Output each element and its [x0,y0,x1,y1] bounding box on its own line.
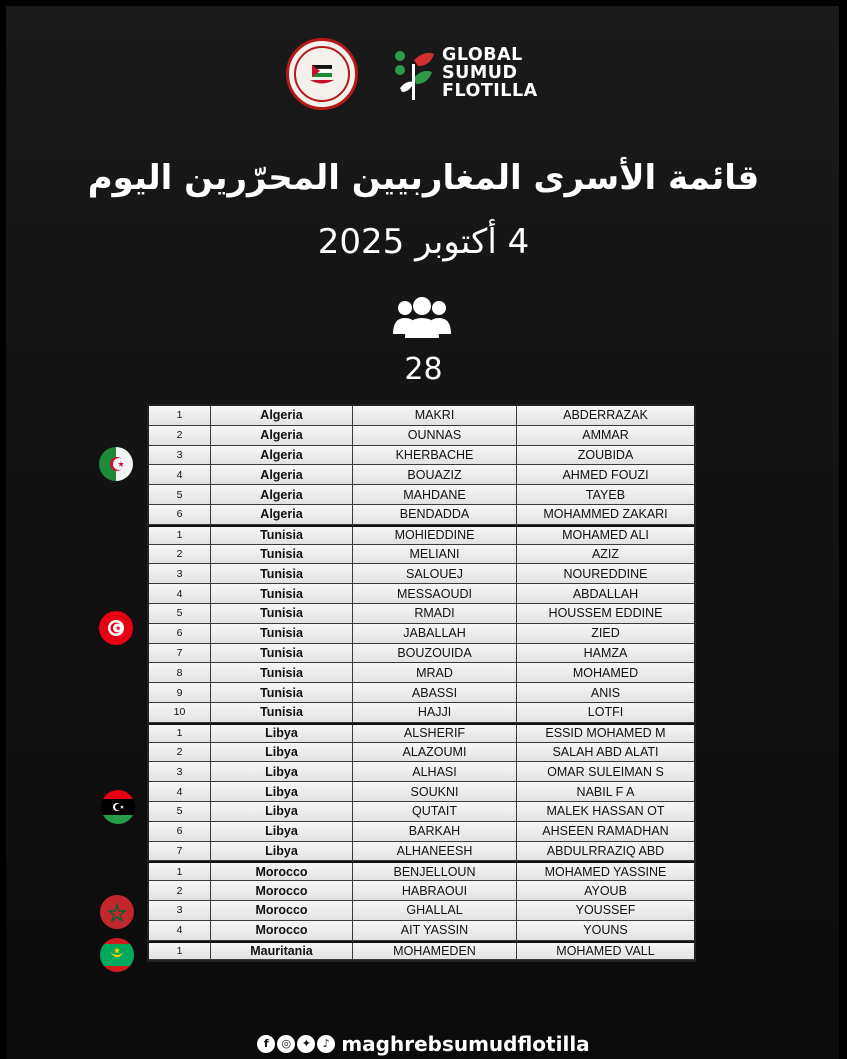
row-last-name: MELIANI [353,545,517,564]
row-country: Algeria [211,406,353,425]
row-first-name: MOHAMED VALL [556,943,655,958]
row-last-name: HAJJI [353,703,517,722]
brand-line-1: GLOBAL [442,45,523,65]
row-country: Tunisia [211,584,353,603]
row-number: 4 [149,782,211,801]
row-country: Libya [211,802,353,821]
brand-line-3: FLOTILLA [442,81,538,101]
table-row [149,703,694,723]
row-number: 4 [149,465,211,484]
row-number: 10 [149,703,211,722]
row-country: Algeria [211,505,353,524]
row-first-name: AHSEEN RAMADHAN [542,824,669,839]
row-country: Libya [211,743,353,762]
row-last-name: MESSAOUDI [353,584,517,603]
row-first-name: ABDALLAH [572,586,639,601]
table-row [149,941,694,961]
row-last-name: MOHIEDDINE [353,527,517,544]
row-number: 4 [149,584,211,603]
row-country: Tunisia [211,703,353,722]
row-number: 9 [149,683,211,702]
row-number: 5 [149,604,211,623]
table-row [149,861,694,881]
row-last-name: BARKAH [353,822,517,841]
row-country: Mauritania [211,943,353,960]
table-row [149,802,694,822]
row-last-name: ALHASI [353,762,517,781]
row-last-name: MRAD [353,663,517,682]
row-country: Libya [211,762,353,781]
row-country: Algeria [211,485,353,504]
row-last-name: RMADI [353,604,517,623]
brand-line-2: SUMUD [442,63,518,83]
row-last-name: GHALLAL [353,901,517,920]
row-number: 8 [149,663,211,682]
row-number: 4 [149,921,211,940]
row-number: 3 [149,564,211,583]
row-country: Morocco [211,863,353,880]
table-row [149,901,694,921]
row-country: Libya [211,822,353,841]
row-last-name: BENDADDA [353,505,517,524]
people-group-icon [391,296,453,340]
row-first-name: ZIED [591,626,620,641]
row-number: 7 [149,842,211,861]
row-country: Libya [211,782,353,801]
row-first-name: OMAR SULEIMAN S [547,764,664,779]
row-last-name: OUNNAS [353,426,517,445]
flotilla-leaf-icon [392,48,438,104]
table-row [149,426,694,446]
row-last-name: ALAZOUMI [353,743,517,762]
row-number: 2 [149,426,211,445]
row-country: Morocco [211,921,353,940]
row-country: Tunisia [211,564,353,583]
row-number: 1 [149,943,211,960]
table-row [149,446,694,466]
table-row [149,624,694,644]
row-first-name: MALEK HASSAN OT [546,804,665,819]
maghreb-sumud-flotilla-logo [286,38,358,110]
row-number: 1 [149,527,211,544]
row-first-name: NABIL F A [576,784,635,799]
row-number: 7 [149,644,211,663]
table-row [149,663,694,683]
table-row [149,762,694,782]
tunisia-flag-icon [99,611,133,645]
row-country: Morocco [211,881,353,900]
table-row [149,525,694,545]
row-country: Tunisia [211,683,353,702]
row-last-name: BOUZOUIDA [353,644,517,663]
row-country: Tunisia [211,663,353,682]
table-row [149,545,694,565]
poster-date: 4 أكتوبر 2025 [317,222,530,262]
row-last-name: SALOUEJ [353,564,517,583]
table-row [149,782,694,802]
row-first-name: YOUNS [583,923,628,938]
algeria-flag-icon [99,447,133,481]
row-first-name: AZIZ [591,546,620,561]
table-row [149,406,694,426]
table-row [149,842,694,862]
poster-title: قائمة الأسرى المغاربيين المحرّرين اليوم [87,158,760,198]
twitter-icon[interactable]: ✦ [297,1035,315,1053]
row-country: Tunisia [211,527,353,544]
row-country: Tunisia [211,644,353,663]
row-country: Tunisia [211,604,353,623]
row-first-name: AYOUB [584,883,627,898]
instagram-icon[interactable]: ◎ [277,1035,295,1053]
row-last-name: KHERBACHE [353,446,517,465]
freed-count: 28 [404,352,443,387]
row-number: 1 [149,863,211,880]
row-number: 6 [149,624,211,643]
row-number: 1 [149,406,211,425]
row-last-name: ALSHERIF [353,725,517,742]
row-last-name: QUTAIT [353,802,517,821]
row-first-name: MOHAMMED ZAKARI [543,507,668,522]
row-first-name: SALAH ABD ALATI [552,744,659,759]
row-country: Algeria [211,465,353,484]
table-row [149,683,694,703]
row-last-name: SOUKNI [353,782,517,801]
prisoners-table [147,404,696,962]
table-row [149,485,694,505]
mauritania-flag-icon [100,938,134,972]
row-first-name: ABDERRAZAK [563,408,648,423]
social-handle[interactable]: maghrebsumudflotilla [341,1031,590,1056]
row-last-name: MAHDANE [353,485,517,504]
row-first-name: LOTFI [587,705,624,720]
row-number: 6 [149,505,211,524]
row-number: 1 [149,725,211,742]
row-country: Algeria [211,446,353,465]
brand-wordmark [442,46,538,100]
row-first-name: ANIS [590,685,621,700]
row-first-name: HOUSSEM EDDINE [548,606,663,621]
row-first-name: AHMED FOUZI [562,467,649,482]
table-row [149,584,694,604]
row-first-name: AMMAR [582,428,629,443]
row-country: Tunisia [211,624,353,643]
table-row [149,822,694,842]
row-last-name: JABALLAH [353,624,517,643]
row-last-name: BENJELLOUN [353,863,517,880]
table-row [149,881,694,901]
table-row [149,604,694,624]
row-last-name: ABASSI [353,683,517,702]
table-row [149,465,694,485]
row-first-name: ESSID MOHAMED M [545,726,666,741]
row-number: 5 [149,802,211,821]
footer-social [0,1030,847,1056]
row-last-name: AIT YASSIN [353,921,517,940]
row-number: 2 [149,545,211,564]
table-row [149,723,694,743]
row-last-name: BOUAZIZ [353,465,517,484]
libya-flag-icon [101,790,135,824]
row-country: Libya [211,725,353,742]
row-first-name: MOHAMED [572,665,639,680]
row-country: Algeria [211,426,353,445]
row-country: Morocco [211,901,353,920]
row-first-name: ABDULRRAZIQ ABD [546,843,665,858]
row-first-name: TAYEB [585,487,626,502]
row-number: 5 [149,485,211,504]
table-row [149,644,694,664]
table-row [149,743,694,763]
row-number: 3 [149,901,211,920]
row-country: Libya [211,842,353,861]
tiktok-icon[interactable]: ♪ [317,1035,335,1053]
row-first-name: NOUREDDINE [563,566,648,581]
table-row [149,505,694,525]
row-last-name: HABRAOUI [353,881,517,900]
row-first-name: ZOUBIDA [577,447,634,462]
table-row [149,921,694,941]
facebook-icon[interactable]: f [257,1035,275,1053]
row-number: 3 [149,762,211,781]
palestine-boat-icon [308,63,336,87]
row-number: 6 [149,822,211,841]
row-number: 2 [149,743,211,762]
row-first-name: MOHAMED YASSINE [544,864,667,879]
row-last-name: ALHANEESH [353,842,517,861]
row-last-name: MAKRI [353,406,517,425]
row-first-name: HAMZA [583,645,628,660]
row-first-name: MOHAMED ALI [562,528,649,543]
row-last-name: MOHAMEDEN [353,943,517,960]
row-number: 3 [149,446,211,465]
global-sumud-flotilla-logo [392,45,572,105]
morocco-flag-icon [100,895,134,929]
table-row [149,564,694,584]
row-country: Tunisia [211,545,353,564]
row-first-name: YOUSSEF [575,903,636,918]
row-number: 2 [149,881,211,900]
